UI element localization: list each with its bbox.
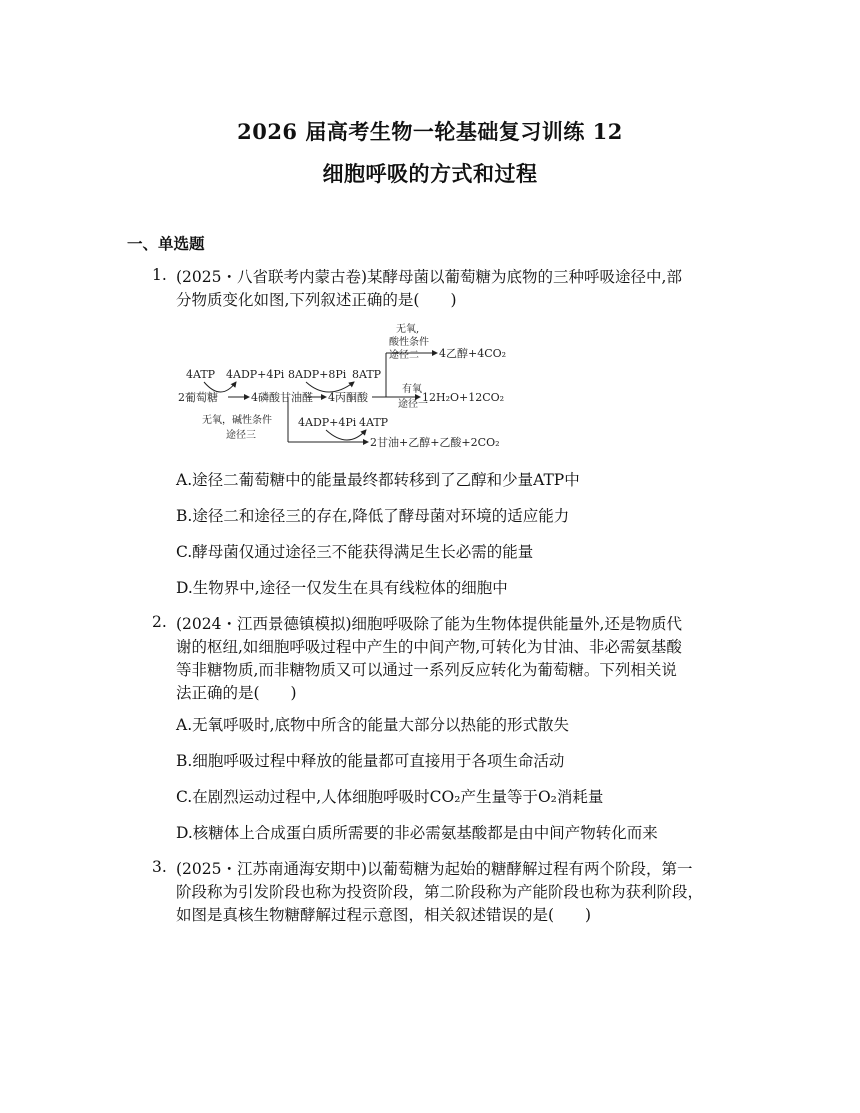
path3-condition: 无氧，碱性条件 [202,415,272,426]
question-2-option-c: C.在剧烈运动过程中,人体细胞呼吸时CO₂产生量等于O₂消耗量 [176,788,604,806]
question-1-stem-line: (2025・八省联考内蒙古卷)某酵母菌以葡萄糖为底物的三种呼吸途径中,部 [176,268,682,286]
question-3-stem [176,858,751,927]
atp-output-2: 8ATP [352,368,382,381]
adp-output-1: 4ADP+4Pi [226,368,285,381]
path2-condition-1: 无氧, [396,324,420,335]
section-heading: 一、单选题 [127,234,205,253]
path1-condition: 有氧 [402,384,422,395]
question-2-stem [176,613,751,705]
question-2-stem-line: 等非糖物质,而非糖物质又可以通过一系列反应转化为葡萄糖。下列相关说 [176,661,677,679]
question-2-option-b: B.细胞呼吸过程中释放的能量都可直接用于各项生命活动 [176,752,565,770]
question-3-stem-line: 阶段称为引发阶段也称为投资阶段，第二阶段称为产能阶段也称为获利阶段， [176,883,704,901]
question-1-option-c: C.酵母菌仅通过途径三不能获得满足生长必需的能量 [176,543,534,561]
question-2-stem-line: (2024・江西景德镇模拟)细胞呼吸除了能为生物体提供能量外,还是物质代 [176,615,682,633]
path1-label: 途径一 [398,399,428,410]
question-1-option-d: D.生物界中,途径一仅发生在具有线粒体的细胞中 [176,579,508,597]
question-2-option-a: A.无氧呼吸时,底物中所含的能量大部分以热能的形式散失 [176,716,570,734]
question-1-stem-line: 分物质变化如图,下列叙述正确的是( ) [176,291,457,309]
question-2-stem-line: 谢的枢纽,如细胞呼吸过程中产生的中间产物,可转化为甘油、非必需氨基酸 [176,638,682,656]
path3-adp: 4ADP+4Pi [298,416,357,429]
path3-label: 途径三 [226,430,256,441]
question-1-stem [176,266,751,312]
path2-label: 途径二 [389,350,419,361]
question-1-option-b: B.途径二和途径三的存在,降低了酵母菌对环境的适应能力 [176,507,570,525]
path2-products: 4乙醇+4CO₂ [439,347,507,360]
question-2-option-d: D.核糖体上合成蛋白质所需要的非必需氨基酸都是由中间产物转化而来 [176,824,658,842]
question-3-number: 3. [152,858,167,876]
question-1-option-a: A.途径二葡萄糖中的能量最终都转移到了乙醇和少量ATP中 [176,471,580,489]
question-3-stem-line: (2025・江苏南通海安期中)以葡萄糖为起始的糖酵解过程有两个阶段，第一 [176,860,693,878]
page-title: 2026 届高考生物一轮基础复习训练 12 [237,119,623,144]
page-subtitle: 细胞呼吸的方式和过程 [322,161,538,186]
question-1-number: 1. [152,266,167,284]
path3-products: 2甘油+乙醇+乙酸+2CO₂ [370,436,500,449]
g3p-label: 4磷酸甘油醛 [251,391,313,404]
question-2-stem-line: 法正确的是( ) [176,684,297,702]
question-3-stem-line: 如图是真核生物糖酵解过程示意图，相关叙述错误的是( ) [176,906,592,924]
adp-input-2: 8ADP+8Pi [288,368,347,381]
path2-condition-2: 酸性条件 [389,337,429,348]
glucose-label: 2葡萄糖 [178,391,218,404]
question-2-number: 2. [152,613,167,631]
path3-atp: 4ATP [359,416,389,429]
path1-products: 12H₂O+12CO₂ [422,391,505,404]
pyruvate-label: 4丙酮酸 [328,391,368,404]
respiration-pathway-diagram [176,320,521,455]
pathway-svg [176,320,521,455]
atp-input: 4ATP [186,368,216,381]
